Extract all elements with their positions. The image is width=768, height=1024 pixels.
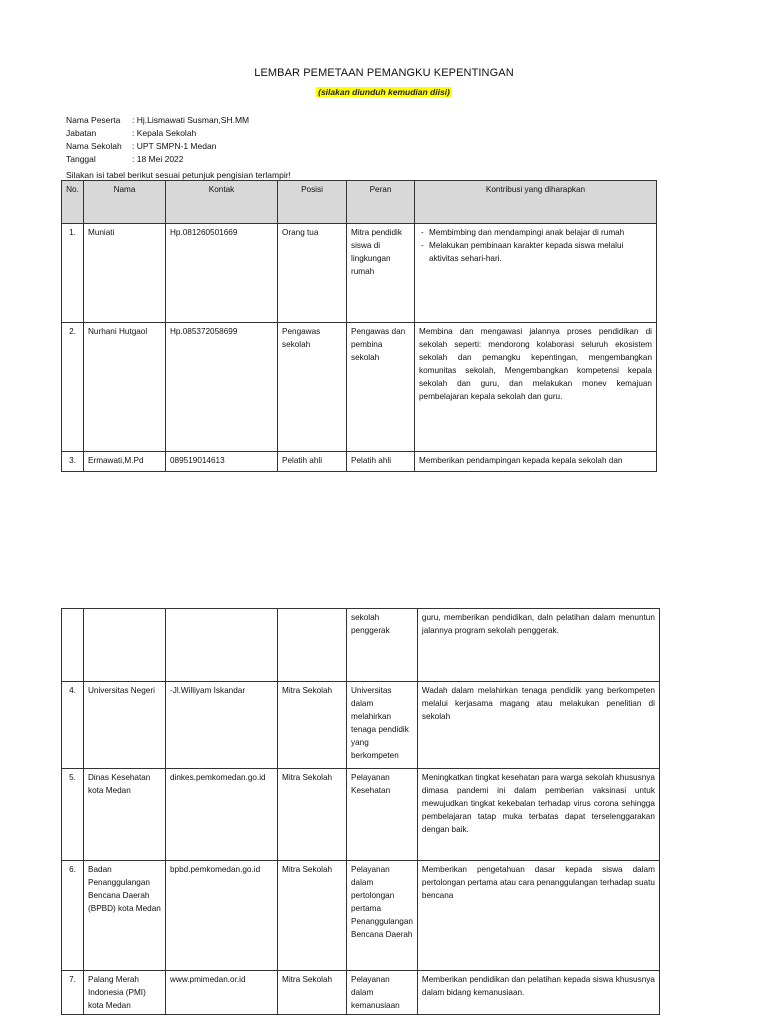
kontribusi-list — [419, 226, 652, 265]
cell-posisi: Mitra Sekolah — [278, 861, 347, 971]
document-title: LEMBAR PEMETAAN PEMANGKU KEPENTINGAN — [254, 67, 514, 79]
col-header-no: No. — [62, 181, 84, 224]
list-item: - Membimbing dan mendampingi anak belajar di rumah — [429, 226, 652, 239]
cell-peran: Universitas dalam melahirkan tenaga pendidik yang berkompeten — [347, 682, 418, 769]
meta-label: Nama Sekolah — [66, 141, 122, 151]
cell-posisi: Orang tua — [278, 224, 347, 323]
cell-no: 4. — [62, 682, 84, 769]
cell-kontak: Hp.085372058699 — [166, 323, 278, 452]
meta-row — [66, 127, 249, 140]
cell-kontribusi: Memberikan pengetahuan dasar kepada siswa dalam pertolongan pertama atau cara penanggulangan terhadap suatu bencana — [417, 861, 659, 971]
meta-label: Tanggal — [66, 154, 96, 164]
cell-kontribusi — [415, 224, 657, 323]
cell-peran: Pelayanan dalam pertolongan pertama Penanggulangan Bencana Daerah — [347, 861, 418, 971]
cell-peran: Pelatih ahli — [347, 452, 415, 472]
cell-kontak: dinkes.pemkomedan.go.id — [166, 769, 278, 861]
meta-row — [66, 140, 249, 153]
cell-peran: Pelayanan dalam kemanusiaan — [347, 971, 418, 1015]
cell-kontak: -Jl.Williyam Iskandar — [166, 682, 278, 769]
instruction-text: Silakan isi tabel berikut sesuai petunjuk pengisian terlampir! — [66, 170, 291, 180]
cell-nama — [84, 609, 166, 682]
meta-label: Nama Peserta — [66, 115, 121, 125]
cell-kontribusi: Meningkatkan tingkat kesehatan para warga sekolah khususnya dimasa pandemi ini dalam pemberian vaksinasi untuk mewujudkan tingkat kekebalan terhadap virus corona sehingga pembelajaran tatap muka terbatas dapat terselenggarakan dengan baik. — [417, 769, 659, 861]
cell-posisi: Mitra Sekolah — [278, 769, 347, 861]
cell-no: 5. — [62, 769, 84, 861]
cell-kontak: www.pmimedan.or.id — [166, 971, 278, 1015]
col-header-kontak: Kontak — [166, 181, 278, 224]
cell-posisi: Mitra Sekolah — [278, 682, 347, 769]
table-row — [62, 323, 657, 452]
table-row — [62, 971, 660, 1015]
cell-kontribusi: Wadah dalam melahirkan tenaga pendidik yang berkompeten melalui kerjasama magang atau melakukan penelitian di sekolah — [417, 682, 659, 769]
subtitle-container — [0, 82, 768, 100]
meta-value: : 18 Mei 2022 — [132, 154, 184, 164]
cell-kontribusi: Membina dan mengawasi jalannya proses pendidikan di sekolah seperti: mendorong kolaborasi seluruh ekosistem sekolah dan pemangku kepentingan, mengembangkan komunitas sekolah, Mengembangkan kompetensi kepala sekolah dan guru, dan melakukan monev kemajuan pembelajaran kepala sekolah dan guru. — [415, 323, 657, 452]
cell-no: 6. — [62, 861, 84, 971]
meta-value: : Hj.Lismawati Susman,SH.MM — [132, 115, 250, 125]
cell-nama: Universitas Negeri — [84, 682, 166, 769]
cell-nama: Nurhani Hutgaol — [84, 323, 166, 452]
table-row — [62, 861, 660, 971]
table-row — [62, 682, 660, 769]
cell-kontak: 089519014613 — [166, 452, 278, 472]
meta-value: : UPT SMPN-1 Medan — [132, 141, 217, 151]
list-item: - Melakukan pembinaan karakter kepada siswa melalui aktivitas sehari-hari. — [429, 239, 652, 265]
cell-no: 1. — [62, 224, 84, 323]
cell-kontribusi: guru, memberikan pendidikan, daln pelatihan dalam menuntun jalannya program sekolah penggerak. — [417, 609, 659, 682]
cell-peran: sekolah penggerak — [347, 609, 418, 682]
meta-row — [66, 114, 249, 127]
col-header-posisi: Posisi — [278, 181, 347, 224]
meta-value: : Kepala Sekolah — [132, 128, 197, 138]
col-header-nama: Nama — [84, 181, 166, 224]
cell-no — [62, 609, 84, 682]
meta-row — [66, 153, 249, 166]
cell-posisi — [278, 609, 347, 682]
cell-kontribusi: Memberikan pendidikan dan pelatihan kepada siswa khususnya dalam bidang kemanusiaan. — [417, 971, 659, 1015]
cell-kontak: bpbd.pemkomedan.go.id — [166, 861, 278, 971]
cell-no: 2. — [62, 323, 84, 452]
cell-posisi: Pengawas sekolah — [278, 323, 347, 452]
cell-no: 3. — [62, 452, 84, 472]
table-row — [62, 609, 660, 682]
cell-no: 7. — [62, 971, 84, 1015]
cell-peran: Pelayanan Kesehatan — [347, 769, 418, 861]
cell-nama: Dinas Kesehatan kota Medan — [84, 769, 166, 861]
table-header-row — [62, 181, 657, 224]
cell-nama: Ermawati,M.Pd — [84, 452, 166, 472]
cell-nama: Palang Merah Indonesia (PMI) kota Medan — [84, 971, 166, 1015]
stakeholder-table-page2 — [61, 608, 660, 1015]
table-row — [62, 452, 657, 472]
col-header-peran: Peran — [347, 181, 415, 224]
cell-kontak: Hp.081260501669 — [166, 224, 278, 323]
cell-nama: Badan Penanggulangan Bencana Daerah (BPBD) kota Medan — [84, 861, 166, 971]
cell-peran: Mitra pendidik siswa di lingkungan rumah — [347, 224, 415, 323]
cell-peran: Pengawas dan pembina sekolah — [347, 323, 415, 452]
table-row — [62, 224, 657, 323]
cell-kontak — [166, 609, 278, 682]
stakeholder-table-page1 — [61, 180, 657, 472]
document-subtitle: (silakan diunduh kemudian diisi) — [318, 87, 450, 97]
meta-label: Jabatan — [66, 128, 97, 138]
col-header-kontribusi: Kontribusi yang diharapkan — [415, 181, 657, 224]
cell-nama: Muniati — [84, 224, 166, 323]
participant-info — [66, 114, 249, 166]
cell-posisi: Mitra Sekolah — [278, 971, 347, 1015]
cell-kontribusi: Memberikan pendampingan kepada kepala sekolah dan — [415, 452, 657, 472]
table-row — [62, 769, 660, 861]
cell-posisi: Pelatih ahli — [278, 452, 347, 472]
